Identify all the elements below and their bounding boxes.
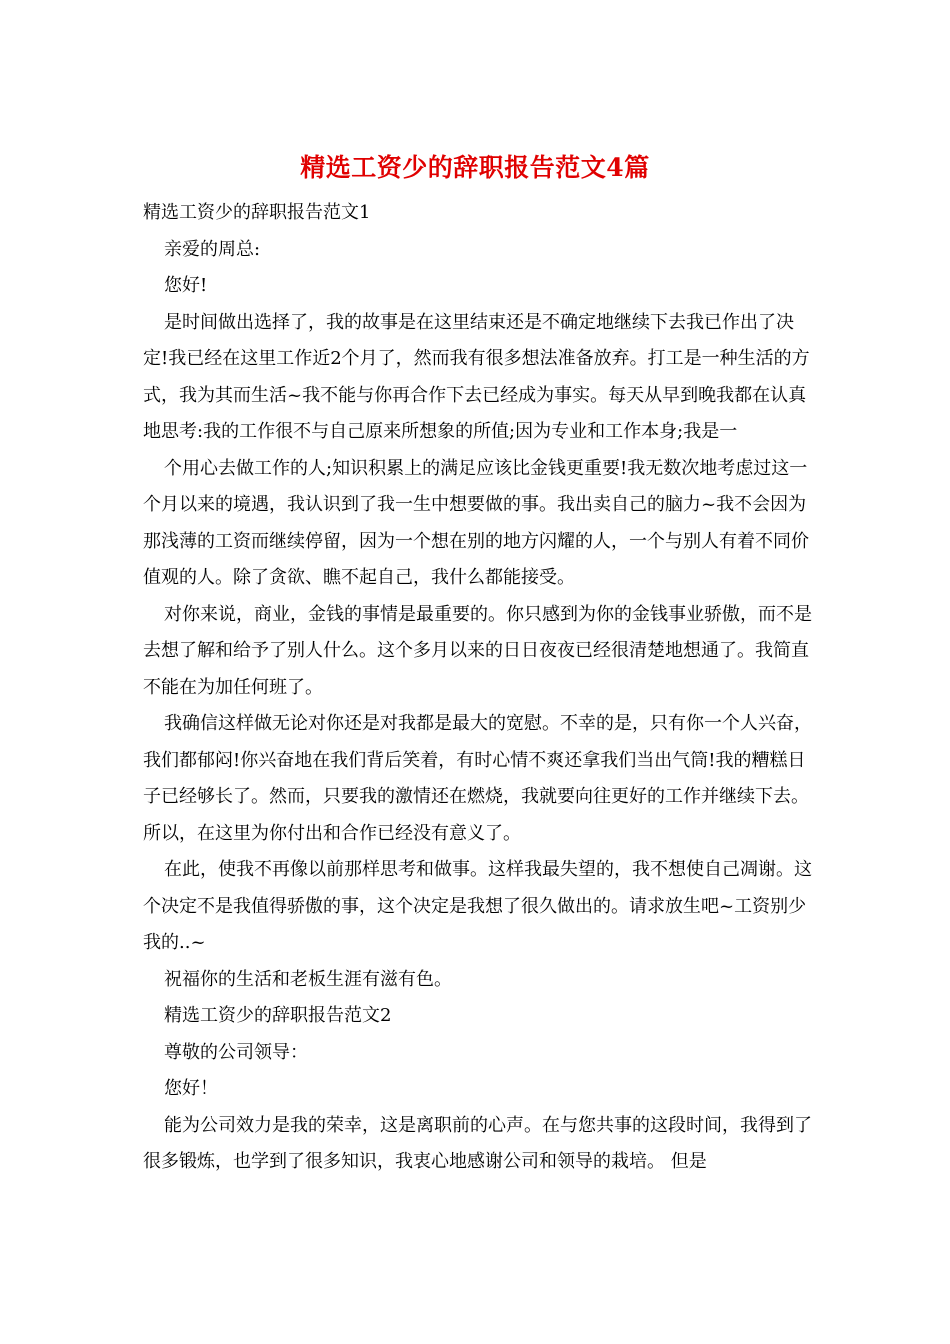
document-title: 精选工资少的辞职报告范文4篇 [300,153,650,182]
paragraph: 是时间做出选择了，我的故事是在这里结束还是不确定地继续下去我已作出了决定!我已经在这里工作近2个月了，然而我有很多想法准备放弃。打工是一种生活的方式，我为其而生活~我不能与你再合作下去已经成为事实。每天从早到晚我都在认真地思考:我的工作很不与自己原来所想象的所值;因为专业和工作本身;我是一 [143,311,810,442]
paragraph: 能为公司效力是我的荣幸，这是离职前的心声。在与您共事的这段时间，我得到了很多锻炼，也学到了很多知识，我衷心地感谢公司和领导的栽培。 但是 [143,1114,812,1172]
paragraph: 尊敬的公司领导： [164,1041,308,1063]
paragraph: 精选工资少的辞职报告范文1 [143,202,371,223]
paragraph: 您好! [164,275,208,296]
paragraph: 亲爱的周总: [164,238,261,260]
paragraph: 祝福你的生活和老板生涯有滋有色。 [164,968,452,990]
paragraph: 个用心去做工作的人;知识积累上的满足应该比金钱更重要!我无数次地考虑过这一个月以来的境遇，我认识到了我一生中想要做的事。我出卖自己的脑力~我不会因为那浅薄的工资而继续停留，因为一个想在别的地方闪耀的人，一个与别人有着不同价值观的人。除了贪欲、瞧不起自己，我什么都能接受。 [143,457,809,588]
document-body [143,195,815,1181]
paragraph: 精选工资少的辞职报告范文2 [164,1005,392,1026]
paragraph: 我确信这样做无论对你还是对我都是最大的宽慰。不幸的是，只有你一个人兴奋，我们都郁闷!你兴奋地在我们背后笑着，有时心情不爽还拿我们当出气筒!我的糟糕日子已经够长了。然而，只要我的激情还在燃烧，我就要向往更好的工作并继续下去。所以，在这里为你付出和合作已经没有意义了。 [143,713,812,844]
paragraph: 您好！ [164,1078,218,1099]
paragraph: 在此，使我不再像以前那样思考和做事。这样我最失望的，我不想使自己凋谢。这个决定不是我值得骄傲的事，这个决定是我想了很久做出的。请求放生吧~工资别少我的..~ [143,859,812,953]
paragraph: 对你来说，商业，金钱的事情是最重要的。你只感到为你的金钱事业骄傲，而不是去想了解和给予了别人什么。这个多月以来的日日夜夜已经很清楚地想通了。我简直不能在为加任何班了。 [143,603,812,698]
